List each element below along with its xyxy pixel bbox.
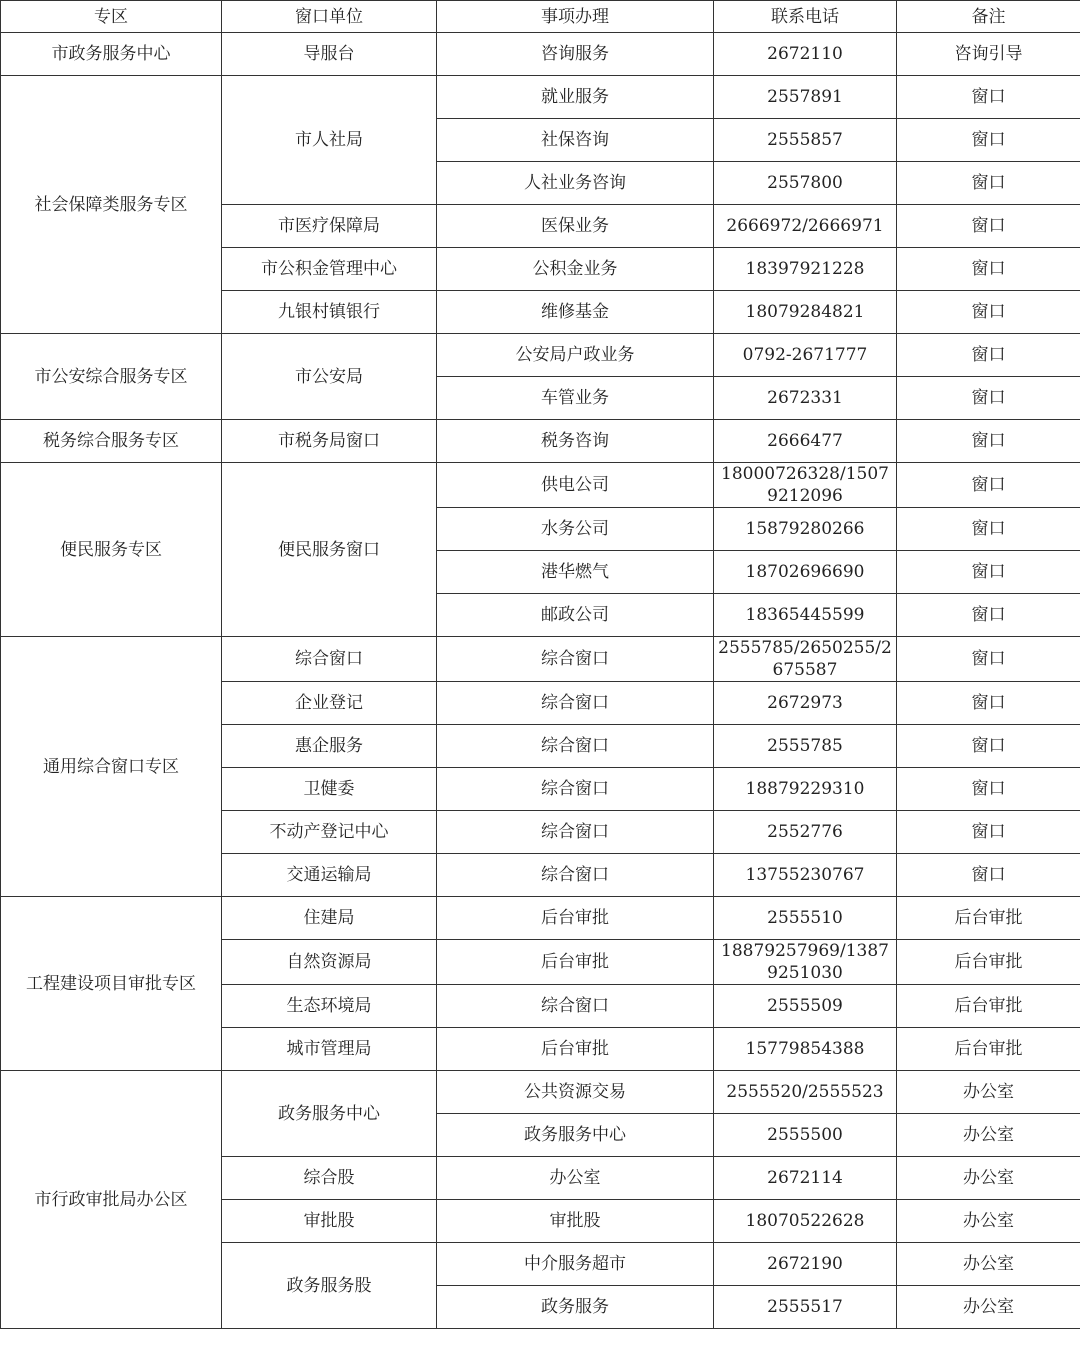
note-cell: 办公室: [897, 1200, 1080, 1243]
table-row: [1, 463, 1080, 508]
note-cell: 窗口: [897, 420, 1080, 463]
phone-cell: 2666477: [714, 420, 897, 463]
table-row: [1, 334, 1080, 377]
unit-cell: 市公积金管理中心: [222, 248, 437, 291]
unit-cell: 政务服务股: [222, 1243, 437, 1329]
unit-cell: 卫健委: [222, 768, 437, 811]
zone-cell: 市政务服务中心: [1, 33, 222, 76]
table-row: [1, 76, 1080, 119]
item-cell: 审批股: [437, 1200, 714, 1243]
phone-cell: 2557800: [714, 162, 897, 205]
note-cell: 窗口: [897, 334, 1080, 377]
unit-cell: 城市管理局: [222, 1028, 437, 1071]
item-cell: 综合窗口: [437, 985, 714, 1028]
phone-cell: 2555857: [714, 119, 897, 162]
phone-cell: 2555510: [714, 897, 897, 940]
unit-cell: 企业登记: [222, 682, 437, 725]
note-cell: 窗口: [897, 377, 1080, 420]
zone-cell: 便民服务专区: [1, 463, 222, 637]
phone-cell: 2672331: [714, 377, 897, 420]
note-cell: 窗口: [897, 725, 1080, 768]
note-cell: 窗口: [897, 594, 1080, 637]
item-cell: 水务公司: [437, 508, 714, 551]
item-cell: 综合窗口: [437, 854, 714, 897]
note-cell: 办公室: [897, 1114, 1080, 1157]
item-cell: 人社业务咨询: [437, 162, 714, 205]
item-cell: 后台审批: [437, 897, 714, 940]
unit-cell: 生态环境局: [222, 985, 437, 1028]
phone-cell: 2552776: [714, 811, 897, 854]
table-row: [1, 33, 1080, 76]
table-row: [1, 1071, 1080, 1114]
zone-cell: 工程建设项目审批专区: [1, 897, 222, 1071]
phone-cell: 0792-2671777: [714, 334, 897, 377]
unit-cell: 便民服务窗口: [222, 463, 437, 637]
phone-cell: 18070522628: [714, 1200, 897, 1243]
item-cell: 中介服务超市: [437, 1243, 714, 1286]
header-item: 事项办理: [437, 1, 714, 33]
unit-cell: 住建局: [222, 897, 437, 940]
phone-cell: 2666972/2666971: [714, 205, 897, 248]
phone-cell: 18702696690: [714, 551, 897, 594]
item-cell: 公安局户政业务: [437, 334, 714, 377]
item-cell: 税务咨询: [437, 420, 714, 463]
zone-cell: 通用综合窗口专区: [1, 637, 222, 897]
item-cell: 综合窗口: [437, 682, 714, 725]
item-cell: 医保业务: [437, 205, 714, 248]
unit-cell: 市医疗保障局: [222, 205, 437, 248]
note-cell: 后台审批: [897, 940, 1080, 985]
unit-cell: 市公安局: [222, 334, 437, 420]
unit-cell: 不动产登记中心: [222, 811, 437, 854]
item-cell: 维修基金: [437, 291, 714, 334]
unit-cell: 惠企服务: [222, 725, 437, 768]
header-row: [1, 1, 1080, 33]
note-cell: 窗口: [897, 508, 1080, 551]
note-cell: 窗口: [897, 682, 1080, 725]
item-cell: 公积金业务: [437, 248, 714, 291]
item-cell: 政务服务中心: [437, 1114, 714, 1157]
header-note: 备注: [897, 1, 1080, 33]
table-row: [1, 637, 1080, 682]
phone-cell: 2672110: [714, 33, 897, 76]
unit-cell: 九银村镇银行: [222, 291, 437, 334]
phone-cell: 2557891: [714, 76, 897, 119]
phone-cell: 2555517: [714, 1286, 897, 1329]
unit-cell: 政务服务中心: [222, 1071, 437, 1157]
note-cell: 窗口: [897, 551, 1080, 594]
note-cell: 窗口: [897, 76, 1080, 119]
phone-cell: 18879229310: [714, 768, 897, 811]
item-cell: 综合窗口: [437, 725, 714, 768]
item-cell: 综合窗口: [437, 768, 714, 811]
zone-cell: 社会保障类服务专区: [1, 76, 222, 334]
note-cell: 办公室: [897, 1286, 1080, 1329]
phone-cell: 13755230767: [714, 854, 897, 897]
phone-cell: 2555509: [714, 985, 897, 1028]
note-cell: 后台审批: [897, 985, 1080, 1028]
item-cell: 综合窗口: [437, 811, 714, 854]
note-cell: 窗口: [897, 248, 1080, 291]
unit-cell: 交通运输局: [222, 854, 437, 897]
unit-cell: 导服台: [222, 33, 437, 76]
zone-cell: 市行政审批局办公区: [1, 1071, 222, 1329]
note-cell: 办公室: [897, 1157, 1080, 1200]
note-cell: 办公室: [897, 1243, 1080, 1286]
note-cell: 后台审批: [897, 897, 1080, 940]
item-cell: 公共资源交易: [437, 1071, 714, 1114]
header-zone: 专区: [1, 1, 222, 33]
note-cell: 窗口: [897, 768, 1080, 811]
unit-cell: 综合股: [222, 1157, 437, 1200]
item-cell: 咨询服务: [437, 33, 714, 76]
unit-cell: 审批股: [222, 1200, 437, 1243]
note-cell: 窗口: [897, 463, 1080, 508]
note-cell: 窗口: [897, 162, 1080, 205]
note-cell: 窗口: [897, 811, 1080, 854]
phone-cell: 2555785: [714, 725, 897, 768]
item-cell: 港华燃气: [437, 551, 714, 594]
note-cell: 窗口: [897, 854, 1080, 897]
phone-cell: 2555520/2555523: [714, 1071, 897, 1114]
phone-cell: 18397921228: [714, 248, 897, 291]
phone-cell: 18365445599: [714, 594, 897, 637]
unit-cell: 市税务局窗口: [222, 420, 437, 463]
phone-cell: 2672973: [714, 682, 897, 725]
note-cell: 窗口: [897, 637, 1080, 682]
table-row: [1, 897, 1080, 940]
item-cell: 后台审批: [437, 1028, 714, 1071]
unit-cell: 综合窗口: [222, 637, 437, 682]
note-cell: 后台审批: [897, 1028, 1080, 1071]
phone-cell: 2555785/2650255/2675587: [714, 637, 897, 682]
phone-cell: 15779854388: [714, 1028, 897, 1071]
note-cell: 窗口: [897, 291, 1080, 334]
phone-cell: 18000726328/15079212096: [714, 463, 897, 508]
note-cell: 办公室: [897, 1071, 1080, 1114]
header-unit: 窗口单位: [222, 1, 437, 33]
item-cell: 供电公司: [437, 463, 714, 508]
item-cell: 政务服务: [437, 1286, 714, 1329]
zone-cell: 税务综合服务专区: [1, 420, 222, 463]
phone-cell: 2555500: [714, 1114, 897, 1157]
phone-cell: 2672190: [714, 1243, 897, 1286]
note-cell: 窗口: [897, 205, 1080, 248]
item-cell: 车管业务: [437, 377, 714, 420]
item-cell: 社保咨询: [437, 119, 714, 162]
unit-cell: 自然资源局: [222, 940, 437, 985]
item-cell: 后台审批: [437, 940, 714, 985]
note-cell: 咨询引导: [897, 33, 1080, 76]
phone-cell: 18079284821: [714, 291, 897, 334]
item-cell: 办公室: [437, 1157, 714, 1200]
note-cell: 窗口: [897, 119, 1080, 162]
zone-cell: 市公安综合服务专区: [1, 334, 222, 420]
item-cell: 综合窗口: [437, 637, 714, 682]
table-row: [1, 420, 1080, 463]
unit-cell: 市人社局: [222, 76, 437, 205]
item-cell: 邮政公司: [437, 594, 714, 637]
phone-cell: 18879257969/13879251030: [714, 940, 897, 985]
phone-cell: 15879280266: [714, 508, 897, 551]
item-cell: 就业服务: [437, 76, 714, 119]
phone-cell: 2672114: [714, 1157, 897, 1200]
header-phone: 联系电话: [714, 1, 897, 33]
